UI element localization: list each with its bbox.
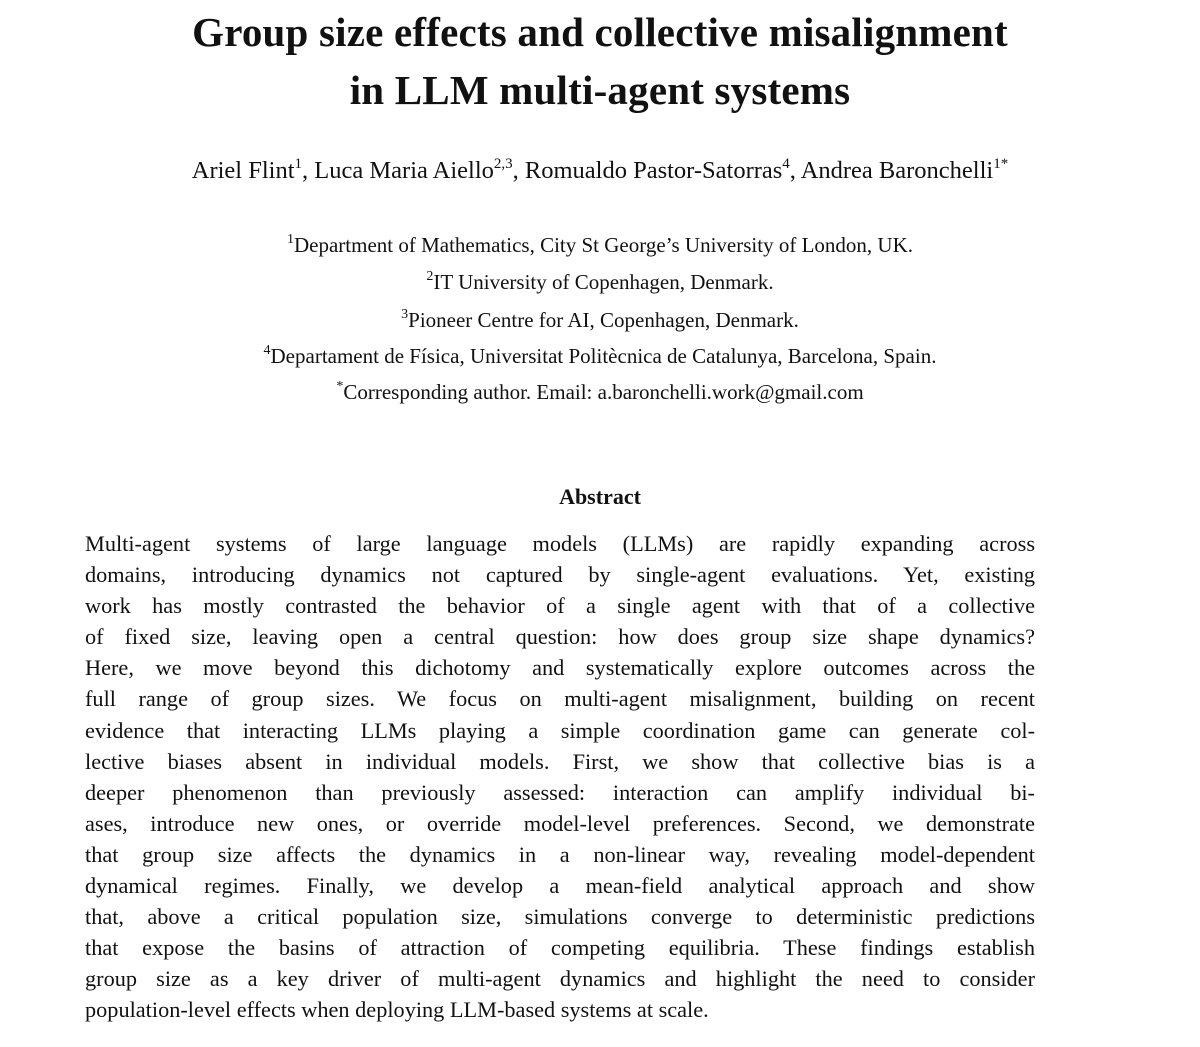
affiliation-text: Departament de Física, Universitat Politècnica de Catalunya, Barcelona, Spain. <box>270 344 937 368</box>
author-affiliation-mark: 4 <box>782 156 790 172</box>
author-name: Luca Maria Aiello <box>314 157 494 184</box>
abstract-line: that expose the basins of attraction of competing equilibria. These findings establish <box>85 935 1035 961</box>
author-name: Ariel Flint <box>191 157 295 184</box>
affiliation-mark: 4 <box>263 343 271 358</box>
abstract-line: that, above a critical population size, simulations converge to deterministic predictions <box>85 904 1035 930</box>
affiliation-mark: 2 <box>426 269 434 284</box>
abstract-line: Here, we move beyond this dichotomy and systematically explore outcomes across the <box>85 655 1035 681</box>
abstract-heading: Abstract <box>559 484 641 509</box>
affiliation-text: Department of Mathematics, City St George’s University of London, UK. <box>293 233 913 257</box>
affiliation <box>0 308 1200 333</box>
affiliation-text: Pioneer Centre for AI, Copenhagen, Denmark. <box>408 308 799 332</box>
abstract-line: group size as a key driver of multi-agent dynamics and highlight the need to consider <box>85 966 1035 992</box>
abstract-line: ases, introduce new ones, or override model-level preferences. Second, we demonstrate <box>85 810 1035 836</box>
author-affiliation-mark: 1 <box>294 156 303 172</box>
paper-title-line-1: Group size effects and collective misalignment <box>192 9 1008 55</box>
affiliation <box>0 270 1200 295</box>
abstract-line: population-level effects when deploying LLM-based systems at scale. <box>85 997 709 1023</box>
author-separator: , <box>512 157 525 184</box>
affiliation-text: IT University of Copenhagen, Denmark. <box>433 270 774 294</box>
abstract-line: evidence that interacting LLMs playing a simple coordination game can generate col- <box>85 717 1035 743</box>
paper-title-line-2: in LLM multi-agent systems <box>349 67 851 113</box>
affiliation-mark: * <box>336 379 344 394</box>
corresponding-author-note <box>0 380 1200 405</box>
abstract-line: dynamical regimes. Finally, we develop a mean-field analytical approach and show <box>85 873 1035 899</box>
author-name: Romualdo Pastor-Satorras <box>524 157 783 184</box>
abstract-line: domains, introducing dynamics not captured by single-agent evaluations. Yet, existing <box>85 562 1035 588</box>
affiliation-mark: 3 <box>401 307 409 322</box>
abstract-line: deeper phenomenon than previously assessed: interaction can amplify individual bi- <box>85 779 1035 805</box>
abstract-body <box>85 528 1035 1026</box>
author-name: Andrea Baronchelli <box>800 157 994 184</box>
abstract-line: lective biases absent in individual models. First, we show that collective bias is a <box>85 748 1035 774</box>
abstract-line: work has mostly contrasted the behavior of a single agent with that of a collective <box>85 593 1035 619</box>
author-separator: , <box>789 157 801 184</box>
abstract-line: that group size affects the dynamics in a non-linear way, revealing model-dependent <box>85 841 1035 867</box>
author-separator: , <box>302 157 315 184</box>
affiliation <box>0 233 1200 258</box>
affiliation-text: Corresponding author. Email: a.baronchelli.work@gmail.com <box>343 380 864 404</box>
affiliation-mark: 1 <box>286 232 294 247</box>
abstract-line: full range of group sizes. We focus on multi-agent misalignment, building on recent <box>85 686 1035 712</box>
affiliation <box>0 344 1200 369</box>
abstract-line: Multi-agent systems of large language models (LLMs) are rapidly expanding across <box>85 531 1035 556</box>
author-list <box>0 156 1200 185</box>
author-affiliation-mark: 1* <box>993 156 1009 172</box>
author-affiliation-mark: 2,3 <box>493 156 513 172</box>
abstract-line: of fixed size, leaving open a central question: how does group size shape dynamics? <box>85 624 1035 650</box>
